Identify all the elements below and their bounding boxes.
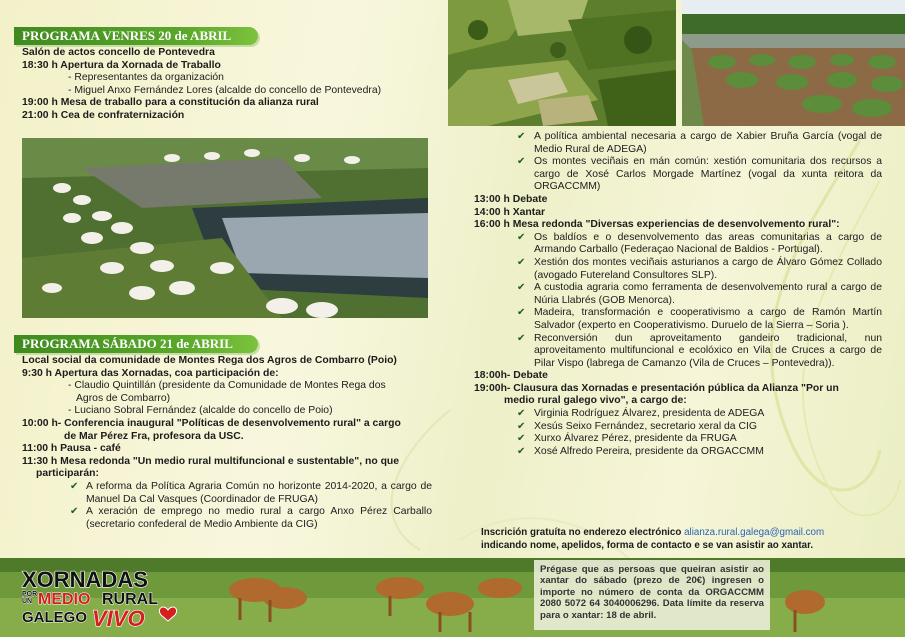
sheep-flock-photo: [22, 138, 428, 318]
saturday-line-4: - Luciano Sobral Fernández (alcalde do concello de Poio): [68, 405, 333, 417]
saturday-line-2: - Claudio Quintillán (presidente da Comunidade de Montes Rega dos: [68, 380, 386, 392]
logo-heart-icon: [159, 607, 176, 621]
closing-speaker-1: ✔ Virginia Rodríguez Álvarez, presidenta de ADEGA: [474, 408, 882, 421]
closing-speaker-3: ✔ Xurxo Álvarez Pérez, presidente da FRUGA: [474, 433, 882, 446]
experience-3: ✔ A custodia agraria como ferramenta de desenvolvemento rural a cargo de Núria Llabrés (GOB Menorca).: [474, 282, 882, 307]
contact-email-link[interactable]: alianza.rural.galega@gmail.com: [684, 527, 825, 538]
debate-1: 13:00 h Debate: [474, 193, 548, 205]
saturday-talk-1: ✔ A reforma da Política Agraria Común no horizonte 2014-2020, a cargo de Manuel Da Cal Vasques (Coordinador de FRUGA): [22, 481, 432, 506]
closing-speaker-4: ✔ Xosé Alfredo Pereira, presidente da ORGACCMM: [474, 446, 882, 459]
experience-1: ✔ Os baldíos e o desenvolvemento das areas comunitarias a cargo de Armando Carballo (Federaçao Nacional de Baldios - Portugal).: [474, 232, 882, 257]
lunch-payment-note: Prégase que as persoas que queiran asistir ao xantar do sábado (prezo de 20€) ingresen o importe no número de conta da ORGACCMM 2080 5072 64 3040006296. Data límite da reserva para o xantar: 18 de abril.: [534, 560, 770, 630]
inscription-line-2: indicando nome, apelidos, forma de contacto e se van asistir ao xantar.: [481, 539, 814, 551]
saturday-line-5: 10:00 h- Conferencia inaugural "Políticas de desenvolvemento rural" a cargo: [22, 417, 401, 429]
closing-line-2: medio rural galego vivo", a cargo de:: [504, 395, 687, 407]
saturday-program: [22, 355, 432, 531]
closing-line-1: 19:00h- Clausura das Xornadas e presentación pública da Alianza "Por un: [474, 382, 839, 394]
aerial-farmland-photo: [448, 0, 676, 126]
friday-line-2: - Representantes da organización: [68, 72, 224, 84]
saturday-line-7: 11:00 h Pausa - café: [22, 443, 121, 455]
logo-un-text: UN: [22, 598, 33, 605]
xornadas-logo: [18, 566, 190, 632]
friday-line-3: - Miguel Anxo Fernández Lores (alcalde do concello de Pontevedra): [68, 84, 382, 96]
saturday-venue: Local social da comunidade de Montes Rega dos Agros de Combarro (Poio): [22, 355, 397, 366]
experience-5: ✔ Reconversión dun aproveitamento gandeiro tradicional, nun aproveitamento multifuncional e ecolóxico en Vila de Cruces a cargo de Pilar Vispo (labrega de Camanzo (Vila de Cruces – Pontevedra)).: [474, 333, 882, 371]
inscription-info: [481, 527, 891, 552]
logo-medio-text: MEDIO: [38, 591, 91, 608]
lunch: 14:00 h Xantar: [474, 206, 546, 218]
experience-2: ✔ Xestión dos montes veciñais asturianos a cargo de Álvaro Gómez Collado (avogado Futereland Consultores SLP).: [474, 257, 882, 282]
friday-line-4: 19:00 h Mesa de traballo para a constitución da alianza rural: [22, 97, 319, 109]
talk-environment: ✔ A política ambiental necesaria a cargo de Xabier Bruña García (vogal de Medio Rural de ADEGA): [474, 131, 882, 156]
logo-galego-text: GALEGO: [22, 609, 88, 626]
logo-vivo-text: VIVO: [92, 606, 145, 631]
saturday-line-9: participarán:: [36, 468, 99, 480]
logo-xornadas-text: XORNADAS: [22, 567, 148, 592]
closing-speaker-2: ✔ Xesús Seixo Fernández, secretario xeral da CIG: [474, 421, 882, 434]
vegetable-garden-photo: [682, 0, 905, 126]
saturday-talk-2: ✔ A xeración de emprego no medio rural a cargo Anxo Pérez Carballo (secretario confederal de Medio Ambiente da CIG): [22, 506, 432, 531]
talk-community-forests: ✔ Os montes veciñais en mán común: xestión comunitaria dos recursos a cargo de Xosé Carlos Morgade Martínez (vogal da xunta reitora da ORGACCMM): [474, 156, 882, 194]
right-program: [474, 131, 882, 458]
round-table-2: 16:00 h Mesa redonda "Diversas experiencias de desenvolvemento rural":: [474, 219, 840, 231]
friday-venue: Salón de actos concello de Pontevedra: [22, 47, 215, 58]
friday-program-banner: PROGRAMA VENRES 20 de ABRIL: [14, 27, 258, 45]
debate-2: 18:00h- Debate: [474, 370, 548, 382]
saturday-line-8: 11:30 h Mesa redonda "Un medio rural multifuncional e sustentable", no que: [22, 455, 400, 467]
saturday-line-3: Agros de Combarro): [76, 392, 171, 404]
friday-program: [22, 47, 442, 123]
logo-rural-text: RURAL: [102, 591, 158, 608]
friday-line-5: 21:00 h Cea de confraternización: [22, 109, 185, 121]
experience-4: ✔ Madeira, transformación e cooperativismo a cargo de Ramón Martín Salvador (experto en Cooperativismo. Duruelo de la Sierra – Soria ).: [474, 307, 882, 332]
saturday-line-6: de Mar Pérez Fra, profesora da USC.: [64, 430, 244, 442]
inscription-prefix: Inscrición gratuíta no enderezo electrónico: [481, 527, 685, 538]
logo-por-text: POR: [22, 591, 38, 598]
saturday-line-1: 9:30 h Apertura das Xornadas, coa participación de:: [22, 367, 279, 379]
friday-line-1: 18:30 h Apertura da Xornada de Traballo: [22, 59, 221, 71]
saturday-program-banner: PROGRAMA SÁBADO 21 de ABRIL: [14, 335, 258, 353]
inscription-line-1: [481, 527, 891, 540]
